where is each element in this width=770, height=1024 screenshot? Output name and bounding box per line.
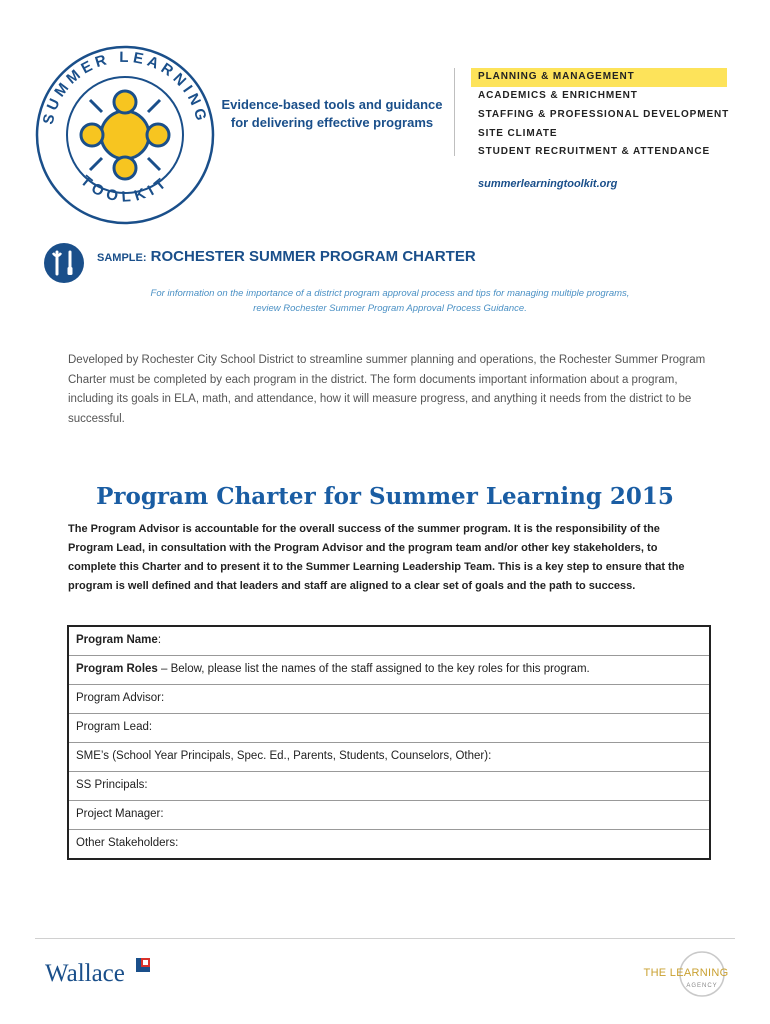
guidance-note-line-2[interactable]: review Rochester Summer Program Approval Process Guidance. (253, 303, 527, 314)
header-divider (454, 68, 455, 156)
category-staffing[interactable]: STAFFING & PROFESSIONAL DEVELOPMENT (478, 109, 730, 120)
intro-paragraph: Developed by Rochester City School District to streamline summer planning and operations, the Rochester Summer Program Charter must be completed by each program in the district. The form documents important information about a program, including its goals in ELA, math, and attendance, how it will measure progress, and anything it needs from the district to be successful. (68, 354, 706, 425)
guidance-note-line-1: For information on the importance of a district program approval process and tips for managing multiple programs, (150, 288, 630, 299)
sample-title-text: ROCHESTER SUMMER PROGRAM CHARTER (150, 248, 476, 265)
svg-text:TOOLKIT: TOOLKIT (77, 172, 173, 206)
program-roles-row (69, 656, 709, 685)
ss-principals-field[interactable]: SS Principals: (69, 772, 709, 801)
program-lead-field[interactable]: Program Lead: (69, 714, 709, 743)
category-recruitment[interactable]: STUDENT RECRUITMENT & ATTENDANCE (478, 146, 711, 157)
program-roles-label: Program Roles (76, 663, 158, 675)
svg-text:SUMMER LEARNING: SUMMER LEARNING (39, 48, 211, 127)
footer-divider (35, 938, 735, 939)
summer-learning-toolkit-logo (30, 40, 220, 230)
charter-title: Program Charter for Summer Learning 2015 (96, 483, 674, 510)
category-academics[interactable]: ACADEMICS & ENRICHMENT (478, 90, 638, 101)
tagline-line-2: for delivering effective programs (230, 115, 434, 130)
wallace-mark-icon (136, 958, 150, 972)
program-advisor-field[interactable]: Program Advisor: (69, 685, 709, 714)
wrench-screwdriver-icon (43, 242, 85, 284)
other-stakeholders-field[interactable]: Other Stakeholders: (76, 837, 179, 849)
wallace-logo-text: Wallace (45, 960, 125, 987)
website-link[interactable]: summerlearningtoolkit.org (478, 178, 618, 190)
category-site-climate[interactable]: SITE CLIMATE (478, 128, 558, 139)
program-name-field[interactable] (69, 627, 709, 656)
sme-field[interactable]: SME’s (School Year Principals, Spec. Ed., Parents, Students, Counselors, Other): (69, 743, 709, 772)
charter-description: The Program Advisor is accountable for the overall success of the summer program. It is the responsibility of the Program Lead, in consultation with the Program Advisor and the program team and/or other key stakeholders, to complete this Charter and to present it to the Summer Learning Leadership Team. This is a key step to ensure that the program is well defined and that leaders and staff are aligned to a clear set of goals and the path to success. (68, 523, 685, 592)
learning-agency-logo (640, 950, 732, 1000)
program-roles-instructions: – Below, please list the names of the staff assigned to the key roles for this program. (157, 663, 590, 675)
program-name-label: Program Name (76, 634, 158, 646)
sample-prefix: SAMPLE: (97, 252, 147, 264)
svg-text:THE LEARNING: THE LEARNING (643, 967, 729, 979)
tagline-line-1: Evidence-based tools and guidance (221, 97, 443, 112)
category-planning[interactable]: PLANNING & MANAGEMENT (478, 71, 635, 82)
charter-form (67, 625, 711, 860)
program-name-colon: : (157, 634, 162, 646)
svg-text:AGENCY: AGENCY (686, 983, 718, 989)
project-manager-field[interactable]: Project Manager: (69, 801, 709, 830)
sample-title (97, 248, 476, 265)
